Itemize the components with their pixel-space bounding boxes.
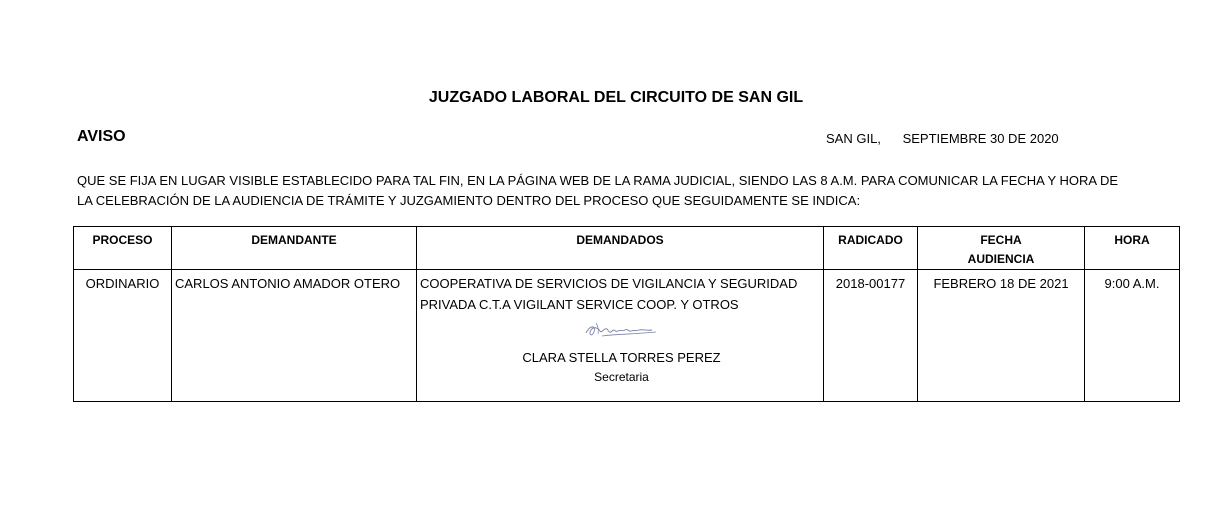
- cell-proceso: ORDINARIO: [74, 270, 172, 402]
- hearing-table: [73, 226, 1180, 402]
- signer-role: Secretaria: [594, 370, 649, 384]
- table-row: [74, 270, 1180, 402]
- cell-demandante: CARLOS ANTONIO AMADOR OTERO: [172, 270, 417, 402]
- table-header-row: [74, 227, 1180, 270]
- notice-body-line-1: QUE SE FIJA EN LUGAR VISIBLE ESTABLECIDO PARA TAL FIN, EN LA PÁGINA WEB DE LA RAMA JUDICIAL, SIENDO LAS 8 A.M. PARA COMUNICAR LA FECHA Y HORA DE: [77, 173, 1119, 188]
- signer-name: CLARA STELLA TORRES PEREZ: [522, 350, 721, 365]
- notice-body: [77, 171, 1157, 211]
- header-fecha-line-2: AUDIENCIA: [967, 252, 1035, 266]
- demandados-line-1: COOPERATIVA DE SERVICIOS DE VIGILANCIA Y SEGURIDAD: [420, 276, 798, 291]
- court-title: JUZGADO LABORAL DEL CIRCUITO DE SAN GIL: [428, 89, 804, 106]
- cell-radicado: 2018-00177: [824, 270, 918, 402]
- notice-body-line-2: LA CELEBRACIÓN DE LA AUDIENCIA DE TRÁMITE Y JUZGAMIENTO DENTRO DEL PROCESO QUE SEGUIDAMENTE SE INDICA:: [77, 193, 861, 208]
- header-hora: HORA: [1085, 227, 1180, 270]
- cell-hora: 9:00 A.M.: [1085, 270, 1180, 402]
- place-and-date: SAN GIL, SEPTIEMBRE 30 DE 2020: [826, 131, 1059, 146]
- header-demandante: DEMANDANTE: [172, 227, 417, 270]
- header-fecha-audiencia: [918, 227, 1085, 270]
- header-demandados: DEMANDADOS: [417, 227, 824, 270]
- handwritten-signature: [582, 319, 662, 341]
- header-fecha-line-1: FECHA: [980, 233, 1022, 247]
- notice-heading: AVISO: [77, 128, 126, 145]
- header-proceso: PROCESO: [74, 227, 172, 270]
- demandados-line-2: PRIVADA C.T.A VIGILANT SERVICE COOP. Y OTROS: [420, 297, 739, 312]
- cell-demandados: [417, 270, 824, 402]
- signature-block: [420, 319, 823, 387]
- header-radicado: RADICADO: [824, 227, 918, 270]
- cell-fecha: FEBRERO 18 DE 2021: [918, 270, 1085, 402]
